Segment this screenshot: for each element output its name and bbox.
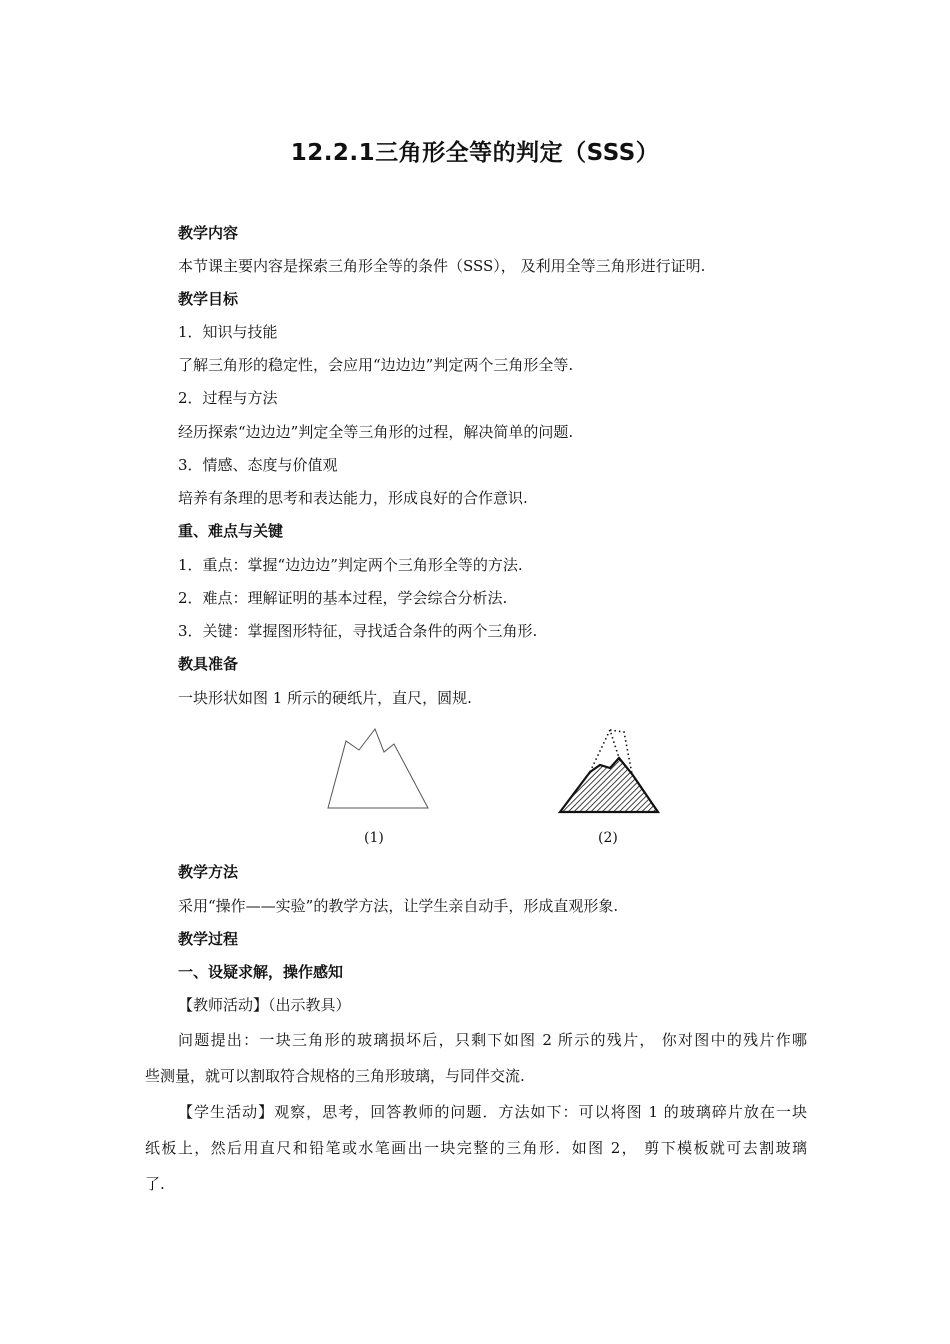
key-point-2: 2．难点：理解证明的基本过程，学会综合分析法. <box>178 589 508 607</box>
heading-goals: 教学目标 <box>178 290 239 308</box>
teacher-activity: 【教师活动】（出示教具） <box>178 996 351 1014</box>
page-title: 12.2.1三角形全等的判定（SSS） <box>290 140 660 166</box>
heading-keys: 重、难点与关键 <box>178 522 284 540</box>
goal1-title: 1．知识与技能 <box>178 323 278 341</box>
goal1-text: 了解三角形的稳定性，会应用“边边边”判定两个三角形全等. <box>178 356 574 374</box>
student-line-2: 纸板上，然后用直尺和铅笔或水笔画出一块完整的三角形．如图 2， 剪下模板就可去割玻璃 <box>145 1139 807 1157</box>
figure-1-caption: (1) <box>364 830 384 846</box>
goal2-text: 经历探索“边边边”判定全等三角形的过程，解决简单的问题. <box>178 423 574 441</box>
heading-content: 教学内容 <box>178 224 239 242</box>
goal3-title: 3．情感、态度与价值观 <box>178 456 338 474</box>
figure-2-shard <box>552 720 672 820</box>
key-point-1: 1．重点：掌握“边边边”判定两个三角形全等的方法. <box>178 556 523 574</box>
heading-tools: 教具准备 <box>178 655 239 673</box>
student-line-3: 了. <box>145 1175 165 1193</box>
goal2-title: 2．过程与方法 <box>178 389 278 407</box>
goal3-text: 培养有条理的思考和表达能力，形成良好的合作意识. <box>178 489 528 507</box>
heading-process: 教学过程 <box>178 930 239 948</box>
heading-part1: 一、设疑求解，操作感知 <box>178 963 344 981</box>
question-line-1: 问题提出：一块三角形的玻璃损坏后，只剩下如图 2 所示的残片， 你对图中的残片作哪 <box>178 1031 807 1049</box>
student-line-1: 【学生活动】观察，思考，回答教师的问题．方法如下：可以将图 1 的玻璃碎片放在一块 <box>178 1103 807 1121</box>
figure-2-caption: (2) <box>598 830 618 846</box>
question-line-2: 些测量，就可以割取符合规格的三角形玻璃，与同伴交流. <box>145 1067 525 1085</box>
method-text: 采用“操作——实验”的教学方法，让学生亲自动手，形成直观形象. <box>178 897 619 915</box>
content-text: 本节课主要内容是探索三角形全等的条件（SSS）， 及利用全等三角形进行证明. <box>178 257 706 275</box>
heading-method: 教学方法 <box>178 863 239 881</box>
tools-text: 一块形状如图 1 所示的硬纸片，直尺，圆规. <box>178 689 472 707</box>
figure-1-shard <box>320 722 440 816</box>
key-point-3: 3．关键：掌握图形特征，寻找适合条件的两个三角形. <box>178 622 538 640</box>
